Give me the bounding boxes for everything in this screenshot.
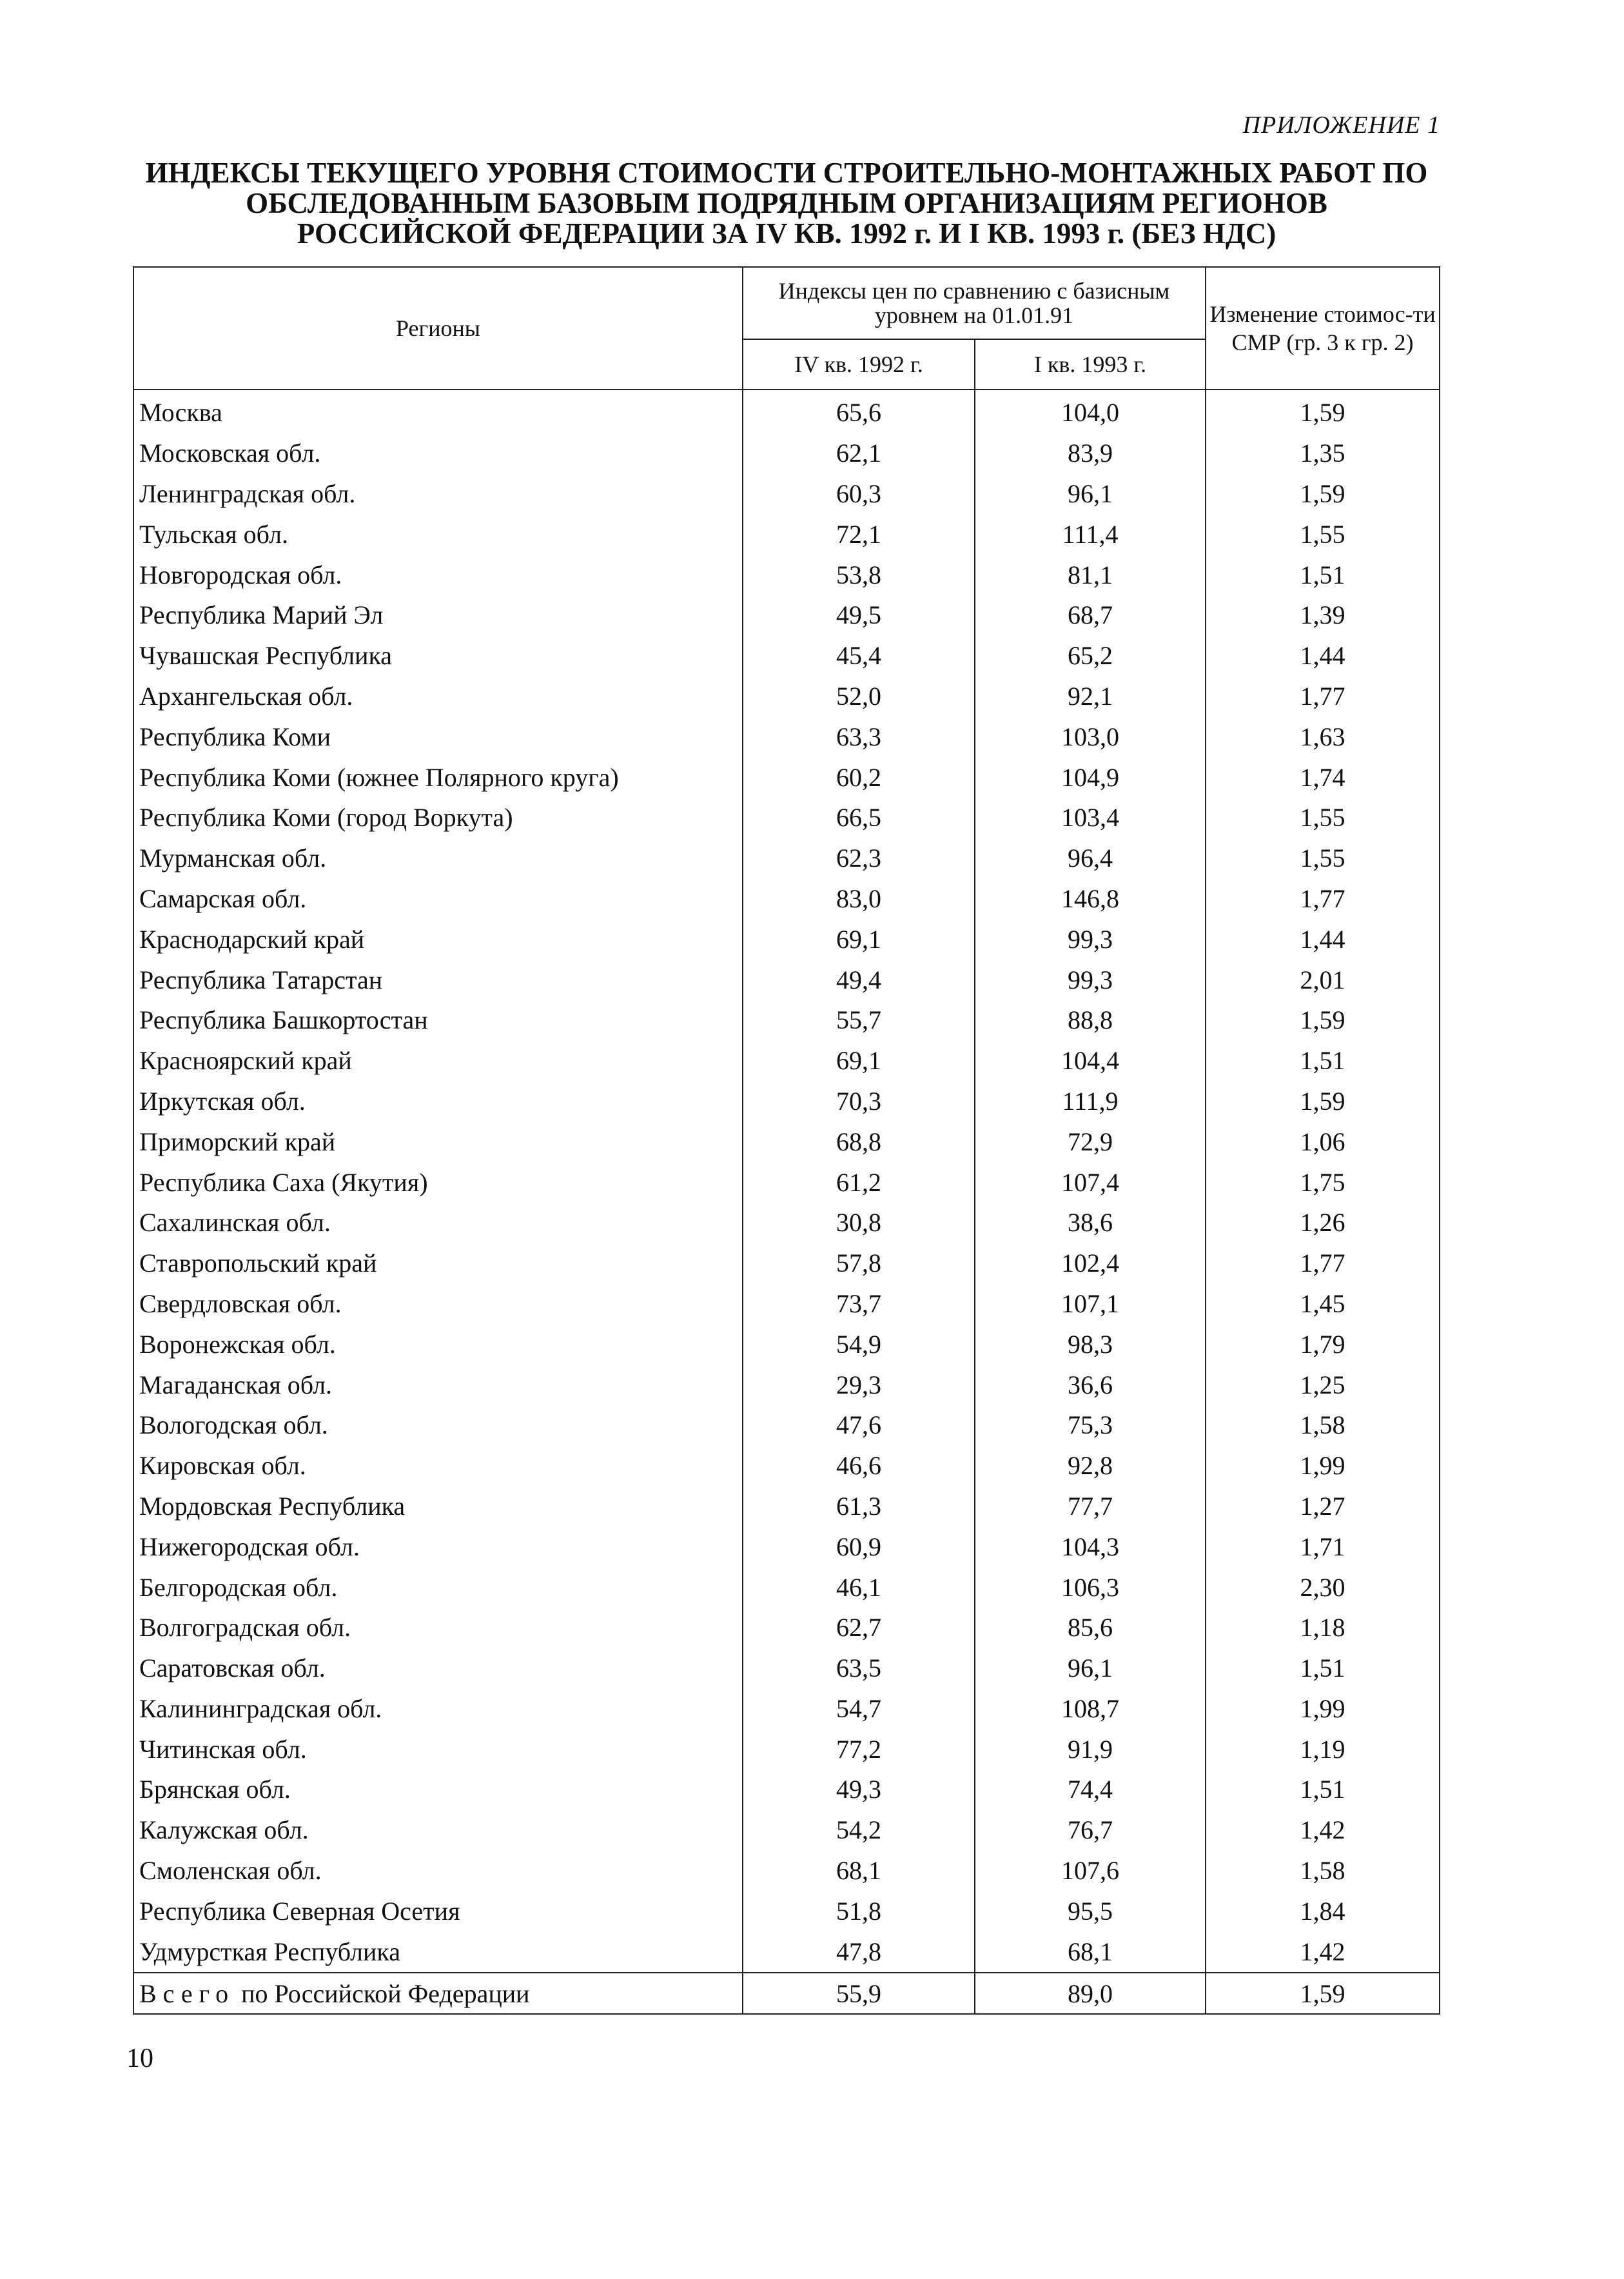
change-cell: 1,42 (1206, 1810, 1440, 1851)
change-cell: 2,01 (1206, 960, 1440, 1000)
table-row (133, 1284, 1440, 1325)
q1-1993-cell: 36,6 (975, 1365, 1206, 1405)
region-cell: Волгоградская обл. (133, 1608, 743, 1648)
q4-1992-cell: 53,8 (743, 555, 975, 595)
q1-1993-cell: 91,9 (975, 1729, 1206, 1770)
region-cell: Республика Коми (город Воркута) (133, 798, 743, 838)
q4-1992-cell: 60,9 (743, 1526, 975, 1567)
change-cell: 1,39 (1206, 595, 1440, 636)
table-row (133, 1162, 1440, 1203)
region-cell: Белгородская обл. (133, 1567, 743, 1608)
region-cell: Чувашская Республика (133, 636, 743, 676)
table-row (133, 595, 1440, 636)
q1-1993-cell: 74,4 (975, 1770, 1206, 1810)
q4-1992-cell: 70,3 (743, 1081, 975, 1122)
change-cell: 1,42 (1206, 1931, 1440, 1973)
q1-1993-cell: 104,3 (975, 1526, 1206, 1567)
region-cell: Кировская обл. (133, 1446, 743, 1486)
table-row (133, 1891, 1440, 1931)
change-cell: 1,99 (1206, 1689, 1440, 1730)
table-row (133, 798, 1440, 838)
change-cell: 1,63 (1206, 716, 1440, 757)
q4-1992-cell: 69,1 (743, 1041, 975, 1081)
q1-1993-cell: 83,9 (975, 433, 1206, 474)
q1-1993-cell: 92,8 (975, 1446, 1206, 1486)
table-row (133, 636, 1440, 676)
table-row (133, 960, 1440, 1000)
table-row (133, 514, 1440, 555)
table-row (133, 1121, 1440, 1162)
q1-1993-cell: 96,1 (975, 1648, 1206, 1689)
total-row (133, 1973, 1440, 2014)
appendix-label: ПРИЛОЖЕНИЕ 1 (1242, 112, 1440, 139)
q1-1993-cell: 72,9 (975, 1121, 1206, 1162)
q4-1992-cell: 69,1 (743, 919, 975, 960)
q4-1992-cell: 54,2 (743, 1810, 975, 1851)
table-row (133, 879, 1440, 920)
table-row (133, 716, 1440, 757)
region-cell: Самарская обл. (133, 879, 743, 920)
region-cell: Саратовская обл. (133, 1648, 743, 1689)
change-cell: 1,26 (1206, 1203, 1440, 1243)
table-row (133, 757, 1440, 798)
region-cell: Смоленская обл. (133, 1851, 743, 1891)
q1-1993-cell: 65,2 (975, 636, 1206, 676)
region-cell: Мурманская обл. (133, 838, 743, 879)
q4-1992-cell: 63,5 (743, 1648, 975, 1689)
table-row (133, 1486, 1440, 1527)
q1-1993-cell: 68,7 (975, 595, 1206, 636)
table-row (133, 1648, 1440, 1689)
table-row (133, 1851, 1440, 1891)
change-cell: 1,51 (1206, 555, 1440, 595)
total-label (133, 1973, 743, 2014)
table-row (133, 1567, 1440, 1608)
region-cell: Воронежская обл. (133, 1324, 743, 1365)
q4-1992-cell: 63,3 (743, 716, 975, 757)
region-cell: Ставропольский край (133, 1243, 743, 1284)
total-label-rest: по Российской Федерации (235, 1978, 530, 2008)
region-cell: Республика Башкортостан (133, 1000, 743, 1041)
table-row (133, 1526, 1440, 1567)
change-cell: 1,27 (1206, 1486, 1440, 1527)
q1-1993-cell: 103,0 (975, 716, 1206, 757)
change-cell: 1,55 (1206, 838, 1440, 879)
q1-1993-cell: 81,1 (975, 555, 1206, 595)
q4-1992-cell: 68,1 (743, 1851, 975, 1891)
change-cell: 1,77 (1206, 879, 1440, 920)
table-row (133, 919, 1440, 960)
change-cell: 1,79 (1206, 1324, 1440, 1365)
change-cell: 1,58 (1206, 1851, 1440, 1891)
table-row (133, 433, 1440, 474)
table-row (133, 1608, 1440, 1648)
change-cell: 1,44 (1206, 636, 1440, 676)
table-row (133, 1041, 1440, 1081)
region-cell: Новгородская обл. (133, 555, 743, 595)
q1-1993-cell: 103,4 (975, 798, 1206, 838)
table-row (133, 1203, 1440, 1243)
table-row (133, 1729, 1440, 1770)
region-cell: Архангельская обл. (133, 676, 743, 717)
total-change: 1,59 (1206, 1973, 1440, 2014)
region-cell: Свердловская обл. (133, 1284, 743, 1325)
region-cell: Иркутская обл. (133, 1081, 743, 1122)
region-cell: Москва (133, 390, 743, 433)
table-row (133, 1243, 1440, 1284)
change-cell: 1,59 (1206, 1000, 1440, 1041)
total-q4-1992: 55,9 (743, 1973, 975, 2014)
change-cell: 1,71 (1206, 1526, 1440, 1567)
change-cell: 1,06 (1206, 1121, 1440, 1162)
q4-1992-cell: 49,3 (743, 1770, 975, 1810)
q4-1992-cell: 68,8 (743, 1121, 975, 1162)
region-cell: Республика Коми (южнее Полярного круга) (133, 757, 743, 798)
change-cell: 1,51 (1206, 1041, 1440, 1081)
change-cell: 1,99 (1206, 1446, 1440, 1486)
table-row (133, 1770, 1440, 1810)
table-row (133, 1365, 1440, 1405)
q1-1993-cell: 99,3 (975, 960, 1206, 1000)
q4-1992-cell: 62,1 (743, 433, 975, 474)
q1-1993-cell: 107,6 (975, 1851, 1206, 1891)
q1-1993-cell: 107,1 (975, 1284, 1206, 1325)
change-cell: 1,58 (1206, 1405, 1440, 1446)
table-row (133, 1405, 1440, 1446)
region-cell: Вологодская обл. (133, 1405, 743, 1446)
total-label-spaced: Всего (139, 1978, 235, 2008)
change-cell: 1,51 (1206, 1648, 1440, 1689)
q4-1992-cell: 51,8 (743, 1891, 975, 1931)
q4-1992-cell: 62,7 (743, 1608, 975, 1648)
region-cell: Краснодарский край (133, 919, 743, 960)
q1-1993-cell: 98,3 (975, 1324, 1206, 1365)
table-row (133, 676, 1440, 717)
q1-1993-cell: 95,5 (975, 1891, 1206, 1931)
document-title (129, 158, 1444, 249)
q4-1992-cell: 47,6 (743, 1405, 975, 1446)
change-cell: 1,77 (1206, 1243, 1440, 1284)
q4-1992-cell: 60,3 (743, 474, 975, 515)
change-cell: 1,25 (1206, 1365, 1440, 1405)
change-cell: 1,45 (1206, 1284, 1440, 1325)
region-cell: Московская обл. (133, 433, 743, 474)
q1-1993-cell: 88,8 (975, 1000, 1206, 1041)
change-cell: 1,84 (1206, 1891, 1440, 1931)
q4-1992-cell: 46,1 (743, 1567, 975, 1608)
region-cell: Мордовская Республика (133, 1486, 743, 1527)
q1-1993-cell: 75,3 (975, 1405, 1206, 1446)
region-cell: Республика Коми (133, 716, 743, 757)
q1-1993-cell: 111,9 (975, 1081, 1206, 1122)
q4-1992-cell: 54,9 (743, 1324, 975, 1365)
q4-1992-cell: 61,2 (743, 1162, 975, 1203)
header-q1-1993: I кв. 1993 г. (975, 339, 1206, 390)
table-row (133, 1324, 1440, 1365)
q4-1992-cell: 45,4 (743, 636, 975, 676)
q1-1993-cell: 38,6 (975, 1203, 1206, 1243)
q1-1993-cell: 96,4 (975, 838, 1206, 879)
change-cell: 1,55 (1206, 514, 1440, 555)
q4-1992-cell: 62,3 (743, 838, 975, 879)
table-row (133, 1446, 1440, 1486)
q4-1992-cell: 52,0 (743, 676, 975, 717)
header-indices: Индексы цен по сравнению с базисным уровнем на 01.01.91 (743, 267, 1206, 339)
change-cell: 1,51 (1206, 1770, 1440, 1810)
region-cell: Красноярский край (133, 1041, 743, 1081)
q4-1992-cell: 47,8 (743, 1931, 975, 1973)
table-row (133, 1081, 1440, 1122)
region-cell: Удмурсткая Республика (133, 1931, 743, 1973)
q4-1992-cell: 60,2 (743, 757, 975, 798)
region-cell: Калужская обл. (133, 1810, 743, 1851)
change-cell: 1,59 (1206, 1081, 1440, 1122)
table-row (133, 838, 1440, 879)
q1-1993-cell: 111,4 (975, 514, 1206, 555)
change-cell: 1,59 (1206, 474, 1440, 515)
q1-1993-cell: 92,1 (975, 676, 1206, 717)
region-cell: Читинская обл. (133, 1729, 743, 1770)
q4-1992-cell: 49,5 (743, 595, 975, 636)
region-cell: Республика Северная Осетия (133, 1891, 743, 1931)
table-row (133, 555, 1440, 595)
q1-1993-cell: 85,6 (975, 1608, 1206, 1648)
change-cell: 1,35 (1206, 433, 1440, 474)
header-q4-1992: IV кв. 1992 г. (743, 339, 975, 390)
q1-1993-cell: 108,7 (975, 1689, 1206, 1730)
change-cell: 1,75 (1206, 1162, 1440, 1203)
q1-1993-cell: 68,1 (975, 1931, 1206, 1973)
region-cell: Магаданская обл. (133, 1365, 743, 1405)
q1-1993-cell: 107,4 (975, 1162, 1206, 1203)
q1-1993-cell: 146,8 (975, 879, 1206, 920)
title-line: ИНДЕКСЫ ТЕКУЩЕГО УРОВНЯ СТОИМОСТИ СТРОИТЕЛЬНО-МОНТАЖНЫХ РАБОТ ПО (145, 157, 1428, 189)
table-body (133, 390, 1440, 1973)
q4-1992-cell: 72,1 (743, 514, 975, 555)
table-row (133, 474, 1440, 515)
region-cell: Брянская обл. (133, 1770, 743, 1810)
region-cell: Республика Саха (Якутия) (133, 1162, 743, 1203)
change-cell: 1,19 (1206, 1729, 1440, 1770)
table-row (133, 1810, 1440, 1851)
change-cell: 2,30 (1206, 1567, 1440, 1608)
region-cell: Республика Марий Эл (133, 595, 743, 636)
region-cell: Тульская обл. (133, 514, 743, 555)
region-cell: Ленинградская обл. (133, 474, 743, 515)
q1-1993-cell: 104,4 (975, 1041, 1206, 1081)
title-line: ОБСЛЕДОВАННЫМ БАЗОВЫМ ПОДРЯДНЫМ ОРГАНИЗАЦИЯМ РЕГИОНОВ (246, 187, 1327, 219)
header-change: Изменение стоимос-ти СМР (гр. 3 к гр. 2) (1206, 267, 1440, 390)
q4-1992-cell: 30,8 (743, 1203, 975, 1243)
q4-1992-cell: 73,7 (743, 1284, 975, 1325)
q1-1993-cell: 96,1 (975, 474, 1206, 515)
q4-1992-cell: 46,6 (743, 1446, 975, 1486)
region-cell: Нижегородская обл. (133, 1526, 743, 1567)
change-cell: 1,59 (1206, 390, 1440, 433)
table-row (133, 1000, 1440, 1041)
q1-1993-cell: 106,3 (975, 1567, 1206, 1608)
q4-1992-cell: 49,4 (743, 960, 975, 1000)
q4-1992-cell: 61,3 (743, 1486, 975, 1527)
page-number: 10 (126, 2044, 153, 2073)
q4-1992-cell: 57,8 (743, 1243, 975, 1284)
change-cell: 1,44 (1206, 919, 1440, 960)
q4-1992-cell: 55,7 (743, 1000, 975, 1041)
q4-1992-cell: 77,2 (743, 1729, 975, 1770)
q1-1993-cell: 102,4 (975, 1243, 1206, 1284)
header-regions: Регионы (133, 267, 743, 390)
table-row (133, 1689, 1440, 1730)
region-cell: Республика Татарстан (133, 960, 743, 1000)
change-cell: 1,77 (1206, 676, 1440, 717)
q4-1992-cell: 54,7 (743, 1689, 975, 1730)
q4-1992-cell: 29,3 (743, 1365, 975, 1405)
title-line: РОССИЙСКОЙ ФЕДЕРАЦИИ ЗА IV КВ. 1992 г. И I КВ. 1993 г. (БЕЗ НДС) (297, 217, 1277, 250)
change-cell: 1,74 (1206, 757, 1440, 798)
table-row (133, 1931, 1440, 1973)
q1-1993-cell: 77,7 (975, 1486, 1206, 1527)
change-cell: 1,55 (1206, 798, 1440, 838)
q1-1993-cell: 99,3 (975, 919, 1206, 960)
q4-1992-cell: 83,0 (743, 879, 975, 920)
region-cell: Приморский край (133, 1121, 743, 1162)
region-cell: Калининградская обл. (133, 1689, 743, 1730)
q1-1993-cell: 104,0 (975, 390, 1206, 433)
table-row (133, 390, 1440, 433)
region-cell: Сахалинская обл. (133, 1203, 743, 1243)
change-cell: 1,18 (1206, 1608, 1440, 1648)
q1-1993-cell: 76,7 (975, 1810, 1206, 1851)
q1-1993-cell: 104,9 (975, 757, 1206, 798)
q4-1992-cell: 65,6 (743, 390, 975, 433)
total-q1-1993: 89,0 (975, 1973, 1206, 2014)
price-index-table (133, 266, 1439, 2015)
q4-1992-cell: 66,5 (743, 798, 975, 838)
